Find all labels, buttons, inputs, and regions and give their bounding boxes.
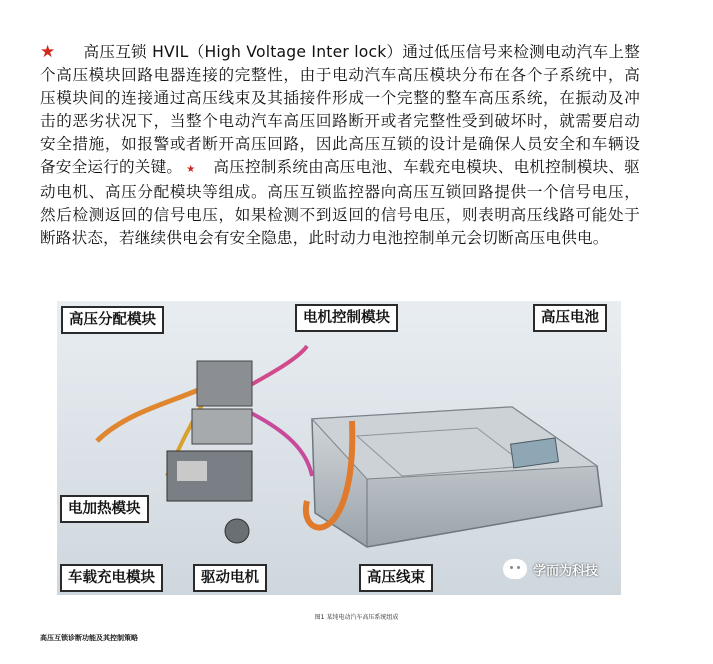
hv-distribution-block	[197, 361, 252, 406]
star-icon: ★	[186, 164, 196, 175]
label-motor-control: 电机控制模块	[295, 304, 398, 332]
wechat-icon	[503, 559, 527, 579]
paragraph-part1: 高压互锁 HVIL（High Voltage Inter lock）通过低压信号来检测电动汽车上整个高压模块回路电器连接的完整性，由于电动汽车高压模块分布在各个子系统中，高压模块间的连接通过高压线束及其插接件形成一个完整的整车高压系统，在振动及冲击的恶劣状况下，当整个电动汽车高压回路断开或者完整性受到破坏时，就需要启动安全措施，如报警或者断开高压回路，因此高压互锁的设计是确保人员安全和车辆设备安全运行的关键。	[40, 43, 640, 176]
paragraph-part2: 高压控制系统由高压电池、车载充电模块、电机控制模块、驱动电机、高压分配模块等组成。高压互锁监控器向高压互锁回路提供一个信号电压，然后检测返回的信号电压，如果检测不到返回的信号电压，则表明高压线路可能处于断路状态，若继续供电会有安全隐患，此时动力电池控制单元会切断高压电供电。	[40, 158, 640, 247]
figure-caption: 图1 某纯电动汽车高压系统组成	[314, 614, 399, 621]
section-subheading: 高压互锁诊断功能及其控制策略	[40, 634, 138, 642]
hv-system-illustration	[57, 301, 621, 595]
watermark	[503, 559, 598, 579]
watermark-text: 学而为科技	[533, 563, 599, 579]
label-onboard-charger: 车载充电模块	[60, 564, 163, 592]
label-hv-battery: 高压电池	[533, 304, 607, 332]
intro-paragraph	[40, 41, 640, 250]
star-icon: ★	[40, 42, 56, 62]
label-electric-heating: 电加热模块	[60, 495, 149, 523]
label-hv-distribution: 高压分配模块	[61, 306, 164, 334]
label-drive-motor: 驱动电机	[193, 564, 267, 592]
hv-system-figure	[57, 301, 621, 595]
label-hv-harness: 高压线束	[359, 564, 433, 592]
